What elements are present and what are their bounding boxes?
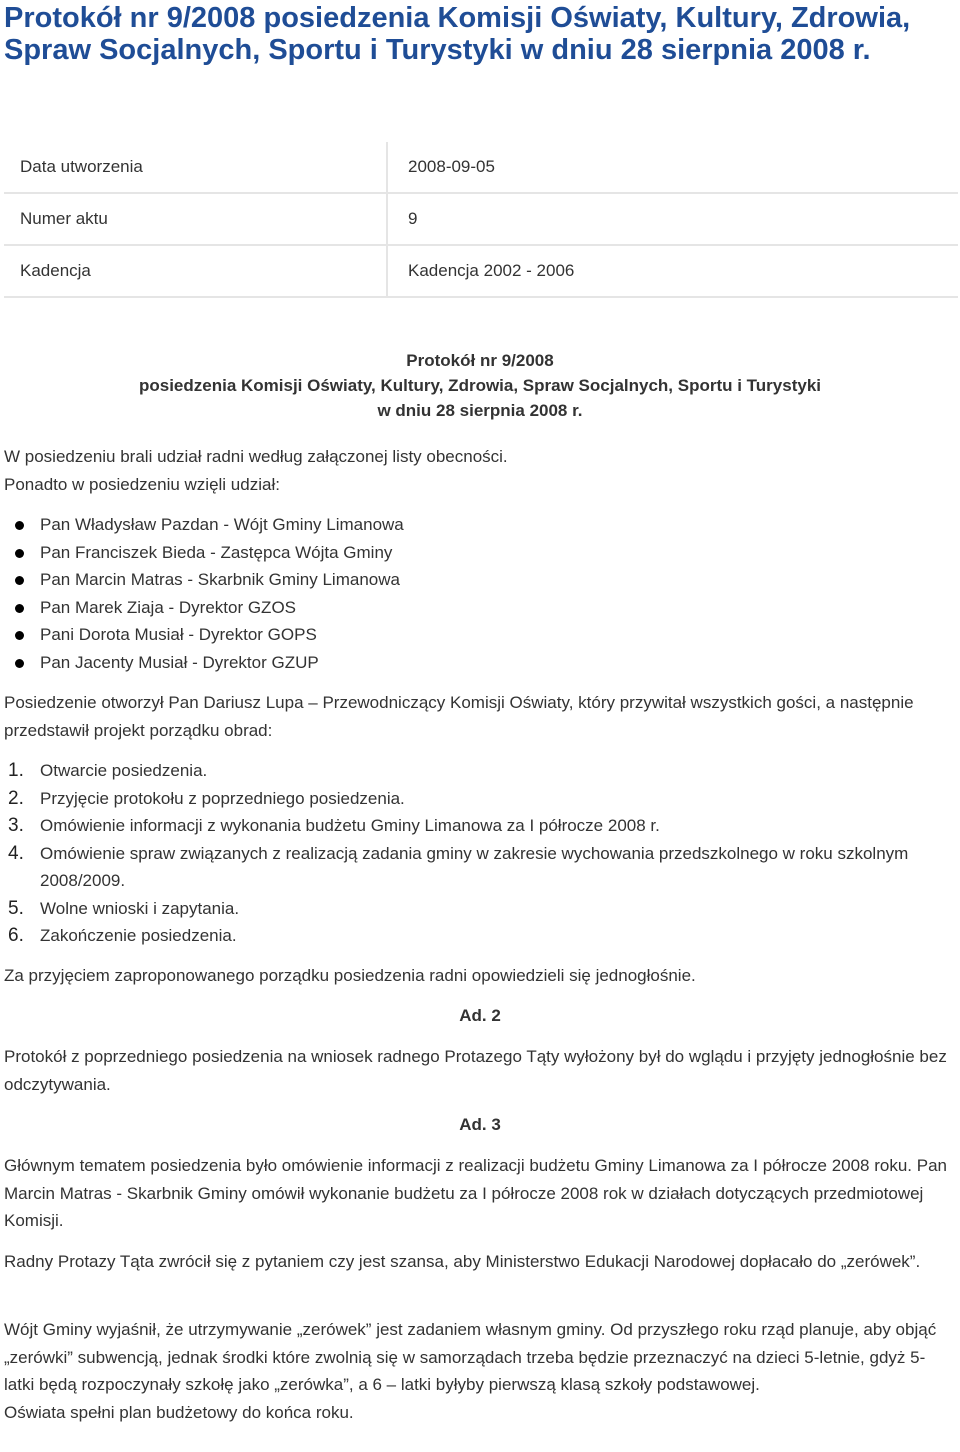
protocol-heading-line: w dniu 28 sierpnia 2008 r.: [377, 401, 583, 420]
ad3-section-3: [4, 1316, 954, 1426]
ad3-paragraph: Wójt Gminy wyjaśnił, że utrzymywanie „zerówek” jest zadaniem własnym gminy. Od przyszłego roku rząd planuje, aby objąć „zerówki” subwencją, jednak środki które zwolnią się w samorządach trzeba będzie przeznaczyć na dzieci 5-letnie, gdyż 5-latki będą rozpoczynały szkołę jako „zerówka”, a 6 – latki byłyby pierwszą klasą szkoły podstawowej.: [4, 1320, 937, 1394]
agenda-item-text: Omówienie informacji z wykonania budżetu Gminy Limanowa za I półrocze 2008 r.: [40, 816, 660, 835]
ad2-heading: Ad. 2: [459, 1006, 501, 1025]
document-title: Protokół nr 9/2008 posiedzenia Komisji Oświaty, Kultury, Zdrowia, Spraw Socjalnych, Sportu i Turystyki w dniu 28 sierpnia 2008 r.: [4, 2, 911, 66]
agenda-item: [4, 757, 954, 785]
metadata-label: Numer aktu: [4, 193, 387, 245]
metadata-value: 2008-09-05: [387, 142, 958, 193]
agenda-item-number: 1.: [8, 760, 24, 781]
agenda-item: [4, 922, 954, 950]
ad2-paragraph: Protokół z poprzedniego posiedzenia na wniosek radnego Protazego Tąty wyłożony był do wglądu i przyjęty jednogłośnie bez odczytywania.: [4, 1047, 947, 1094]
agenda-item-text: Zakończenie posiedzenia.: [40, 926, 237, 945]
agenda-item-number: 4.: [8, 842, 24, 864]
metadata-value: 9: [387, 193, 958, 245]
intro-line: Ponadto w posiedzeniu wzięli udział:: [4, 474, 280, 494]
agenda-item-number: 5.: [8, 897, 24, 919]
attendees-section: [4, 511, 954, 676]
opening-section: [4, 689, 954, 744]
agenda-item: [4, 840, 954, 895]
agenda-item-number: 3.: [8, 815, 24, 836]
agenda-section: [4, 757, 954, 950]
protocol-heading-line: posiedzenia Komisji Oświaty, Kultury, Zdrowia, Spraw Socjalnych, Sportu i Turystyki: [138, 376, 822, 395]
attendee-item: Pani Dorota Musiał - Dyrektor GOPS: [4, 621, 954, 649]
agenda-item-number: 2.: [8, 787, 24, 809]
agenda-item-text: Otwarcie posiedzenia.: [40, 761, 208, 780]
attendee-item: Pan Władysław Pazdan - Wójt Gminy Limanowa: [4, 511, 954, 539]
metadata-label: Data utworzenia: [4, 142, 387, 193]
agenda-accepted-section: [4, 962, 954, 990]
agenda-item: [4, 895, 954, 923]
attendees-list: [4, 511, 954, 676]
attendee-item: Pan Marcin Matras - Skarbnik Gminy Limanowa: [4, 566, 954, 594]
ad3-paragraph: Oświata spełni plan budżetowy do końca roku.: [4, 1402, 354, 1422]
intro-section: [4, 443, 954, 498]
ad2-section: [4, 1043, 954, 1098]
metadata-row: [4, 245, 958, 297]
ad3-section-1: [4, 1152, 954, 1235]
protocol-heading: [0, 348, 960, 423]
agenda-list: [4, 757, 954, 950]
agenda-item-number: 6.: [8, 925, 24, 946]
attendee-item: Pan Marek Ziaja - Dyrektor GZOS: [4, 594, 954, 622]
opening-paragraph: Posiedzenie otworzył Pan Dariusz Lupa – Przewodniczący Komisji Oświaty, który przywitał wszystkich gości, a następnie przedstawił projekt porządku obrad:: [4, 693, 914, 740]
metadata-label: Kadencja: [4, 245, 387, 297]
intro-line: W posiedzeniu brali udział radni według załączonej listy obecności.: [4, 447, 508, 466]
ad3-paragraph: Głównym tematem posiedzenia było omówienie informacji z realizacji budżetu Gminy Limanowa za I półrocze 2008 roku. Pan Marcin Matras - Skarbnik Gminy omówił wykonanie budżetu za I półrocze 2008 rok w działach dotyczących przedmiotowej Komisji.: [4, 1156, 948, 1230]
ad3-section-2: [4, 1248, 954, 1276]
agenda-item-text: Przyjęcie protokołu z poprzedniego posiedzenia.: [40, 788, 405, 808]
agenda-item-text: Omówienie spraw związanych z realizacją zadania gminy w zakresie wychowania przedszkolnego w roku szkolnym 2008/2009.: [40, 843, 909, 890]
agenda-item: [4, 812, 954, 840]
attendee-item: Pan Jacenty Musiał - Dyrektor GZUP: [4, 649, 954, 677]
metadata-table: [4, 142, 958, 298]
ad3-heading: Ad. 3: [459, 1115, 501, 1134]
agenda-accepted-text: Za przyjęciem zaproponowanego porządku posiedzenia radni opowiedzieli się jednogłośnie.: [4, 966, 696, 985]
protocol-heading-line: Protokół nr 9/2008: [406, 351, 554, 370]
metadata-value: Kadencja 2002 - 2006: [387, 245, 958, 297]
metadata-row: [4, 193, 958, 245]
ad3-paragraph: Radny Protazy Tąta zwrócił się z pytaniem czy jest szansa, aby Ministerstwo Edukacji Narodowej dopłacało do „zerówek”.: [4, 1252, 921, 1271]
metadata-row: [4, 142, 958, 193]
agenda-item: [4, 785, 954, 813]
agenda-item-text: Wolne wnioski i zapytania.: [40, 898, 240, 918]
attendee-item: Pan Franciszek Bieda - Zastępca Wójta Gminy: [4, 539, 954, 567]
